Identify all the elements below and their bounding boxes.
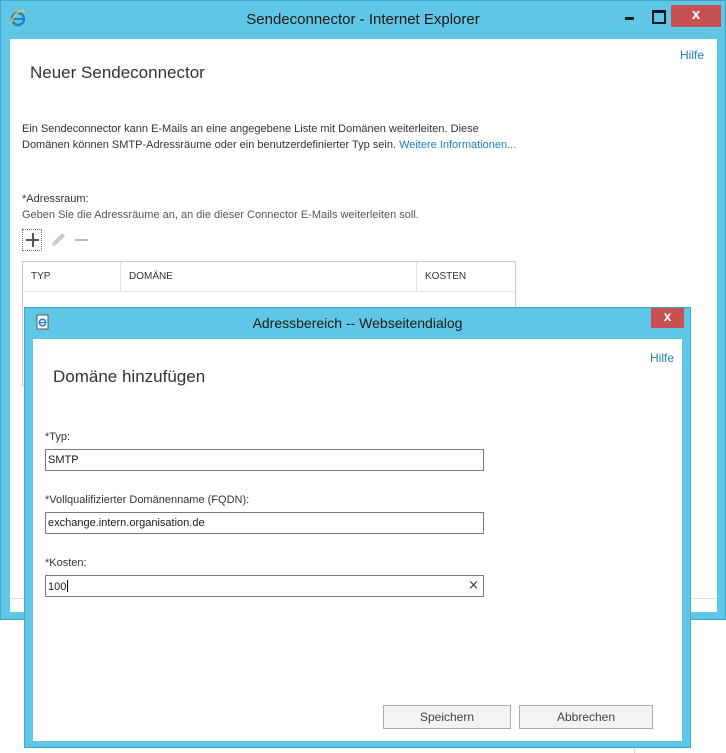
main-window-title: Sendeconnector - Internet Explorer [246,11,480,28]
fqdn-value: exchange.intern.organisation.de [48,517,205,529]
description-text [22,121,522,153]
minimize-button[interactable] [615,5,644,27]
address-space-label: *Adressraum: [22,193,89,205]
cancel-button[interactable]: Abbrechen [519,705,653,729]
close-icon: x [691,6,701,23]
description-body: Ein Sendeconnector kann E-Mails an eine angegebene Liste mit Domänen weiterleiten. Diese Domänen können SMTP-Adressräume oder ein benutzerdefinierter Typ sein. [22,123,479,151]
pencil-icon[interactable] [48,229,68,251]
dialog-content [33,339,682,741]
column-header-domain[interactable]: DOMÄNE [121,262,417,292]
dialog-title: Adressbereich -- Webseitendialog [252,315,463,331]
minus-icon[interactable] [72,229,92,251]
type-value: SMTP [48,454,79,466]
close-button[interactable] [671,5,721,27]
dialog-help-link[interactable]: Hilfe [650,351,675,365]
cost-value: 100 [48,581,67,593]
main-window-titlebar[interactable] [1,1,725,39]
cost-field[interactable] [45,575,484,597]
dialog-close-button[interactable] [651,308,684,328]
save-button[interactable]: Speichern [383,705,511,729]
add-icon[interactable] [22,229,42,251]
help-link[interactable]: Hilfe [680,48,705,62]
dialog-heading: Domäne hinzufügen [53,367,206,386]
column-header-type[interactable]: TYP [23,262,121,292]
text-caret [67,580,68,592]
clear-icon[interactable]: × [468,578,479,593]
table-header [23,262,515,292]
type-label: *Typ: [45,431,71,443]
type-field[interactable] [45,449,484,471]
fqdn-field[interactable] [45,512,484,534]
column-header-cost[interactable]: KOSTEN [425,271,467,282]
more-info-link[interactable]: Weitere Informationen... [399,139,517,151]
maximize-button[interactable] [644,5,671,27]
page-title: Neuer Sendeconnector [30,63,205,82]
fqdn-label: *Vollqualifizierter Domänenname (FQDN): [45,494,250,506]
close-icon: x [663,308,672,324]
address-dialog [24,307,691,748]
address-space-hint: Geben Sie die Adressräume an, an die dieser Connector E-Mails weiterleiten soll. [22,209,419,221]
cost-label: *Kosten: [45,557,87,569]
